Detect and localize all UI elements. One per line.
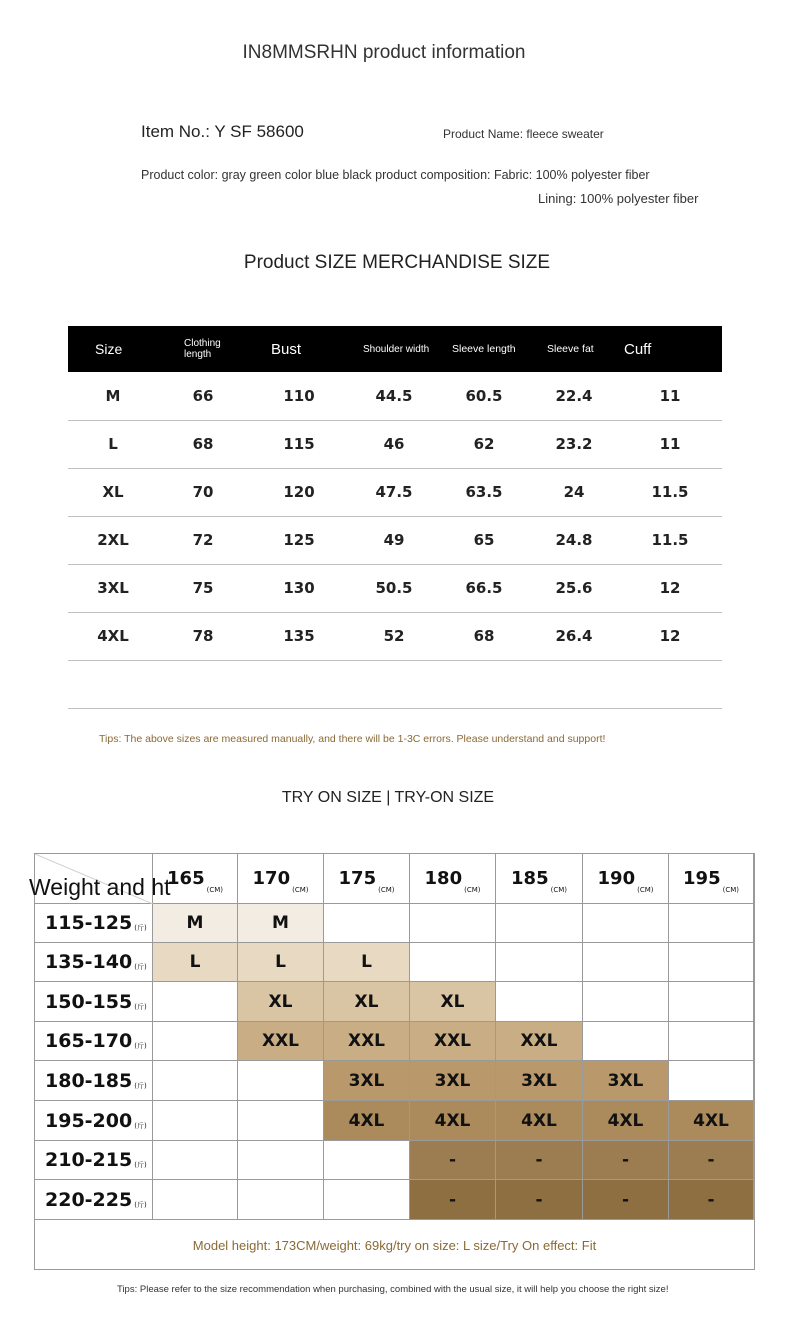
model-note: Model height: 173CM/weight: 69kg/try on size: L size/Try On effect: Fit: [192, 1237, 597, 1253]
empty-cell: [153, 1180, 238, 1220]
size-recommendation-cell: [324, 943, 410, 982]
height-value: 170: [252, 868, 291, 889]
size-recommendation-cell: [238, 1022, 324, 1061]
size-recommendation-cell: [410, 1101, 496, 1141]
empty-cell: [248, 660, 350, 708]
height-header: [410, 854, 496, 904]
measurement-cell: 49: [350, 516, 438, 564]
column-header-cuff: Cuff: [618, 326, 722, 372]
measurement-cell: 50.5: [350, 564, 438, 612]
size-recommendation-cell: [583, 1061, 669, 1101]
measurement-cell: 12: [618, 612, 722, 660]
measurement-cell: 75: [158, 564, 248, 612]
weight-header: [35, 1061, 153, 1101]
height-header: [238, 854, 324, 904]
empty-cell: [669, 1061, 754, 1101]
size-recommendation-cell: [410, 1022, 496, 1061]
measurement-cell: 52: [350, 612, 438, 660]
product-color-composition: Product color: gray green color blue black product composition: Fabric: 100% polyester fiber: [141, 168, 650, 182]
recommended-size: XXL: [433, 1031, 472, 1051]
recommended-size: XXL: [347, 1031, 386, 1051]
product-name: Product Name: fleece sweater: [443, 127, 604, 141]
measurement-cell: 23.2: [530, 420, 618, 468]
empty-cell: [496, 904, 583, 943]
recommended-size: 3XL: [348, 1070, 385, 1091]
size-recommendation-tips: Tips: Please refer to the size recommendation when purchasing, combined with the usual size, it will help you choose the right size!: [117, 1284, 669, 1295]
recommended-size: -: [707, 1150, 715, 1170]
table-row: [68, 564, 722, 612]
empty-cell: [496, 982, 583, 1022]
lining-composition: Lining: 100% polyester fiber: [538, 191, 699, 206]
size-table: [68, 326, 722, 709]
height-value: 180: [424, 868, 463, 889]
empty-cell: [583, 943, 669, 982]
measurement-cell: 110: [248, 372, 350, 420]
height-value: 165: [167, 868, 205, 889]
empty-cell: [669, 982, 754, 1022]
empty-cell: [350, 660, 438, 708]
recommended-size: 4XL: [607, 1110, 644, 1131]
measurement-cell: 24: [530, 468, 618, 516]
size-recommendation-cell: [153, 943, 238, 982]
recommended-size: 4XL: [693, 1110, 729, 1131]
size-recommendation-cell: [238, 982, 324, 1022]
measurement-cell: 12: [618, 564, 722, 612]
size-recommendation-cell: [238, 943, 324, 982]
try-on-grid: [29, 853, 755, 1270]
weight-header: [35, 982, 153, 1022]
size-label-cell: 3XL: [68, 564, 158, 612]
measurement-cell: 125: [248, 516, 350, 564]
height-header: [669, 854, 754, 904]
table-row: [68, 372, 722, 420]
table-row: [68, 612, 722, 660]
height-header: [496, 854, 583, 904]
measurement-cell: 66: [158, 372, 248, 420]
size-recommendation-cell: [324, 1022, 410, 1061]
size-recommendation-cell: [496, 1101, 583, 1141]
empty-cell: [669, 1022, 754, 1061]
weight-value: 220-225: [45, 1188, 133, 1211]
size-table-header: [68, 326, 722, 372]
measurement-cell: 62: [438, 420, 530, 468]
empty-cell: [238, 1180, 324, 1220]
weight-unit: (斤): [134, 1161, 147, 1169]
size-recommendation-cell: [583, 1101, 669, 1141]
empty-cell: [153, 1061, 238, 1101]
try-on-title: TRY ON SIZE | TRY-ON SIZE: [281, 789, 495, 806]
height-header: [153, 854, 238, 904]
grid-corner: [29, 854, 171, 904]
weight-header: [35, 943, 153, 982]
size-recommendation-cell: [669, 1180, 754, 1220]
recommended-size: -: [535, 1150, 543, 1170]
weight-unit: (斤): [134, 1003, 147, 1011]
size-recommendation-cell: [669, 1101, 754, 1141]
weight-header: [35, 904, 153, 943]
column-header-sleeve-length: Sleeve length: [438, 326, 530, 372]
table-row-empty: [68, 660, 722, 708]
measurement-cell: 24.8: [530, 516, 618, 564]
empty-cell: [153, 1101, 238, 1141]
size-label-cell: M: [68, 372, 158, 420]
empty-cell: [238, 1141, 324, 1180]
weight-value: 135-140: [45, 951, 133, 973]
size-recommendation-cell: [153, 904, 238, 943]
size-recommendation-cell: [410, 1061, 496, 1101]
size-label-cell: XL: [68, 468, 158, 516]
empty-cell: [153, 1141, 238, 1180]
recommended-size: -: [621, 1189, 630, 1210]
recommended-size: XL: [354, 991, 379, 1012]
empty-cell: [669, 904, 754, 943]
table-row: [68, 516, 722, 564]
height-header: [324, 854, 410, 904]
empty-cell: [158, 660, 248, 708]
weight-unit: (斤): [134, 1122, 147, 1130]
measurement-cell: 63.5: [438, 468, 530, 516]
recommended-size: -: [707, 1189, 715, 1210]
weight-unit: (斤): [134, 924, 147, 932]
measurement-cell: 26.4: [530, 612, 618, 660]
empty-cell: [410, 943, 496, 982]
measurement-cell: 22.4: [530, 372, 618, 420]
weight-header: [35, 1141, 153, 1180]
size-recommendation-cell: [410, 982, 496, 1022]
empty-cell: [618, 660, 722, 708]
page-title: IN8MMSRHN product information: [242, 42, 526, 63]
measurement-cell: 44.5: [350, 372, 438, 420]
size-label-cell: L: [68, 420, 158, 468]
empty-cell: [496, 943, 583, 982]
recommended-size: 4XL: [348, 1110, 385, 1131]
measurement-cell: 11: [618, 372, 722, 420]
measurement-cell: 135: [248, 612, 350, 660]
size-recommendation-cell: [324, 1101, 410, 1141]
empty-cell: [324, 904, 410, 943]
recommended-size: M: [186, 913, 204, 933]
recommended-size: L: [189, 952, 201, 972]
measurement-cell: 120: [248, 468, 350, 516]
size-recommendation-cell: [324, 1061, 410, 1101]
recommended-size: 3XL: [607, 1070, 644, 1091]
recommended-size: 4XL: [434, 1110, 471, 1131]
size-recommendation-cell: [496, 1022, 583, 1061]
weight-value: 210-215: [45, 1149, 133, 1171]
height-unit: (CM): [464, 886, 481, 894]
recommended-size: -: [448, 1189, 457, 1210]
recommended-size: XXL: [261, 1031, 300, 1051]
size-recommendation-cell: [496, 1180, 583, 1220]
size-recommendation-cell: [238, 904, 324, 943]
weight-value: 150-155: [45, 990, 133, 1013]
size-recommendation-cell: [496, 1141, 583, 1180]
measurement-tips: Tips: The above sizes are measured manually, and there will be 1-3C errors. Please understand and support!: [99, 733, 606, 745]
weight-header: [35, 1101, 153, 1141]
measurement-cell: 130: [248, 564, 350, 612]
measurement-cell: 60.5: [438, 372, 530, 420]
recommended-size: XL: [268, 991, 293, 1012]
recommended-size: XL: [440, 991, 465, 1012]
weight-header: [35, 1180, 153, 1220]
height-value: 195: [683, 868, 721, 889]
measurement-cell: 70: [158, 468, 248, 516]
measurement-cell: 68: [438, 612, 530, 660]
weight-header: [35, 1022, 153, 1061]
empty-cell: [410, 904, 496, 943]
weight-unit: (斤): [134, 1082, 147, 1090]
height-unit: (CM): [722, 886, 739, 894]
corner-label: Weight and ht: [29, 874, 171, 900]
recommended-size: XXL: [520, 1031, 558, 1051]
height-unit: (CM): [637, 886, 654, 894]
measurement-cell: 25.6: [530, 564, 618, 612]
measurement-cell: 11: [618, 420, 722, 468]
weight-unit: (斤): [134, 1042, 147, 1050]
measurement-cell: 11.5: [618, 516, 722, 564]
column-header-size: Size: [68, 326, 158, 372]
recommended-size: 4XL: [521, 1110, 557, 1131]
table-row: [68, 468, 722, 516]
empty-cell: [153, 982, 238, 1022]
empty-cell: [669, 943, 754, 982]
recommended-size: 3XL: [434, 1070, 471, 1091]
recommended-size: -: [621, 1150, 630, 1170]
column-header-bust: Bust: [248, 326, 350, 372]
recommended-size: 3XL: [521, 1070, 557, 1091]
measurement-cell: 68: [158, 420, 248, 468]
recommended-size: -: [535, 1189, 543, 1210]
empty-cell: [438, 660, 530, 708]
recommended-size: -: [448, 1150, 457, 1170]
measurement-cell: 11.5: [618, 468, 722, 516]
recommended-size: M: [272, 913, 289, 933]
recommended-size: L: [275, 952, 286, 972]
weight-unit: (斤): [134, 1201, 147, 1209]
table-row: [68, 420, 722, 468]
size-recommendation-cell: [583, 1141, 669, 1180]
measurement-cell: 115: [248, 420, 350, 468]
height-value: 175: [338, 868, 377, 889]
weight-value: 165-170: [45, 1030, 133, 1052]
measurement-cell: 72: [158, 516, 248, 564]
measurement-cell: 66.5: [438, 564, 530, 612]
size-section-title: Product SIZE MERCHANDISE SIZE: [243, 252, 551, 273]
column-header-shoulder-width: Shoulder width: [350, 326, 438, 372]
measurement-cell: 46: [350, 420, 438, 468]
empty-cell: [583, 1022, 669, 1061]
empty-cell: [324, 1180, 410, 1220]
empty-cell: [68, 660, 158, 708]
height-unit: (CM): [550, 886, 567, 894]
size-recommendation-cell: [669, 1141, 754, 1180]
size-recommendation-cell: [324, 982, 410, 1022]
size-recommendation-cell: [410, 1141, 496, 1180]
height-unit: (CM): [206, 886, 223, 894]
empty-cell: [324, 1141, 410, 1180]
size-recommendation-cell: [410, 1180, 496, 1220]
empty-cell: [238, 1101, 324, 1141]
weight-unit: (斤): [134, 963, 147, 971]
height-unit: (CM): [378, 886, 395, 894]
size-recommendation-cell: [583, 1180, 669, 1220]
weight-value: 195-200: [45, 1109, 133, 1132]
height-unit: (CM): [292, 886, 309, 894]
column-header-sleeve-fat: Sleeve fat: [530, 326, 618, 372]
item-number: Item No.: Y SF 58600: [141, 122, 304, 141]
measurement-cell: 47.5: [350, 468, 438, 516]
weight-value: 180-185: [45, 1069, 133, 1092]
size-recommendation-cell: [496, 1061, 583, 1101]
empty-cell: [238, 1061, 324, 1101]
height-value: 185: [511, 868, 549, 889]
size-label-cell: 4XL: [68, 612, 158, 660]
recommended-size: L: [361, 952, 372, 972]
measurement-cell: 65: [438, 516, 530, 564]
measurement-cell: 78: [158, 612, 248, 660]
empty-cell: [583, 904, 669, 943]
column-header-clothing-length: Clothing length: [158, 326, 248, 372]
weight-value: 115-125: [45, 912, 133, 934]
height-header: [583, 854, 669, 904]
empty-cell: [153, 1022, 238, 1061]
height-value: 190: [597, 868, 636, 889]
empty-cell: [583, 982, 669, 1022]
empty-cell: [530, 660, 618, 708]
size-label-cell: 2XL: [68, 516, 158, 564]
